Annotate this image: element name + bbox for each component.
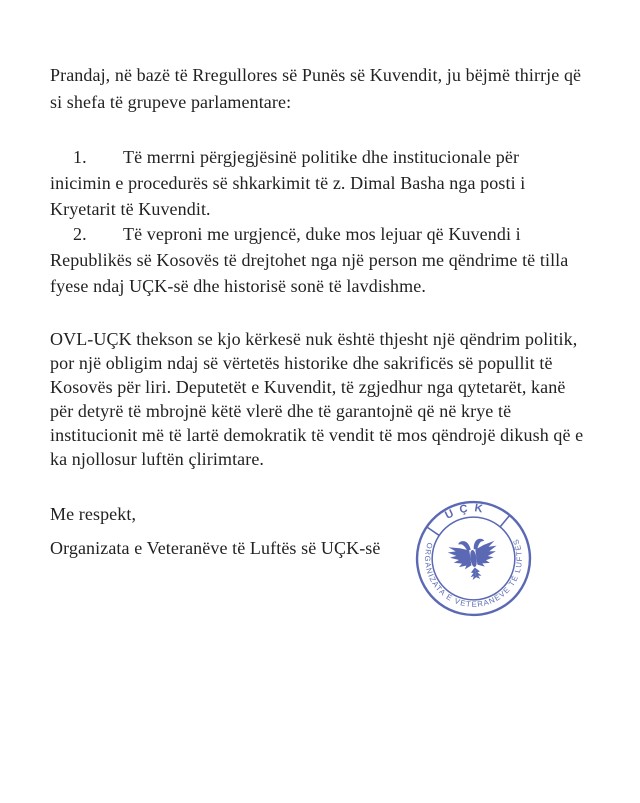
stamp-ring-text: ORGANIZATA E VETERANËVE TË LUFTËS — [423, 537, 524, 609]
double-headed-eagle-icon — [446, 537, 500, 583]
item-number: 2. — [73, 224, 87, 244]
text-line: ka njollosur luftën çlirimtare. — [50, 449, 265, 469]
text-line: institucionit më të lartë demokratik të vendit të mos qëndrojë dikush që e — [50, 425, 584, 445]
text-line: por një obligim ndaj së vërtetës historike dhe sakrificës së popullit të — [50, 353, 553, 373]
stamp-top-text: UÇK — [443, 502, 490, 522]
text-line — [50, 144, 595, 170]
text-line: Republikës së Kosovës të drejtohet nga një person me qëndrime të tilla — [50, 250, 569, 270]
ovl-uck-stamp — [413, 498, 534, 619]
signature-text: Organizata e Veteranëve të Luftës së UÇK-së — [50, 538, 381, 558]
list-item-2 — [50, 221, 595, 299]
text-line: për detyrë të mbrojnë këtë vlerë dhe të garantojnë që në krye të — [50, 401, 512, 421]
stamp-divider-right — [499, 515, 512, 527]
text-line — [50, 221, 595, 247]
stamp-graphic — [413, 498, 534, 619]
paragraph-body — [50, 327, 595, 471]
stamp-divider-left — [427, 525, 440, 537]
item-text: Të merrni përgjegjësinë politike dhe institucionale për — [123, 147, 520, 167]
closing-text: Me respekt, — [50, 504, 137, 524]
item-text: Të veproni me urgjencë, duke mos lejuar që Kuvendi i — [123, 224, 521, 244]
paragraph-intro — [50, 62, 595, 116]
text-line: si shefa të grupeve parlamentare: — [50, 92, 292, 112]
text-line: inicimin e procedurës së shkarkimit të z. Dimal Basha nga posti i — [50, 173, 526, 193]
text-line: Prandaj, në bazë të Rregullores së Punës së Kuvendit, ju bëjmë thirrje që — [50, 65, 582, 85]
text-line: OVL-UÇK thekson se kjo kërkesë nuk është thjesht një qëndrim politik, — [50, 329, 578, 349]
text-line: Kryetarit të Kuvendit. — [50, 199, 211, 219]
text-line: fyese ndaj UÇK-së dhe historisë sonë të lavdishme. — [50, 276, 426, 296]
item-number: 1. — [73, 147, 87, 167]
list-item-1 — [50, 144, 595, 222]
text-line: Kosovës për liri. Deputetët e Kuvendit, të zgjedhur nga qytetarët, kanë — [50, 377, 566, 397]
